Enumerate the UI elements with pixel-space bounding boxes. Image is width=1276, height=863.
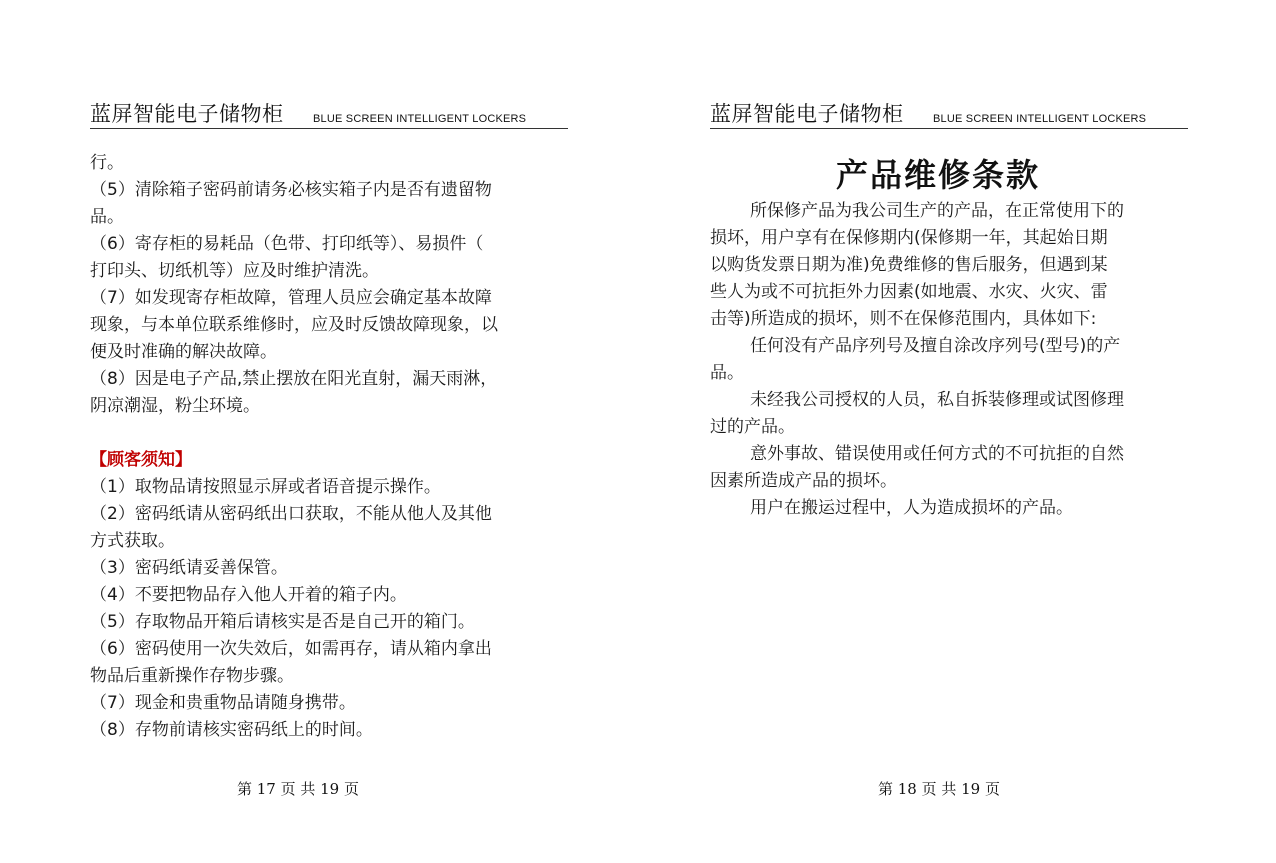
- text-line: 所保修产品为我公司生产的产品，在正常使用下的: [750, 201, 1124, 221]
- header-title-cn: 蓝屏智能电子储物柜: [710, 102, 904, 126]
- header-title-en: BLUE SCREEN INTELLIGENT LOCKERS: [313, 113, 527, 125]
- notice-line: （3）密码纸请妥善保管。: [90, 558, 288, 578]
- text-line: 过的产品。: [710, 417, 795, 437]
- text-line: 便及时准确的解决故障。: [90, 342, 277, 362]
- text-line: 未经我公司授权的人员，私自拆装修理或试图修理: [750, 390, 1124, 410]
- notice-line: （7）现金和贵重物品请随身携带。: [90, 693, 356, 713]
- text-line: 任何没有产品序列号及擅自涂改序列号(型号)的产: [750, 336, 1121, 356]
- text-line: （5）清除箱子密码前请务必核实箱子内是否有遗留物: [90, 180, 492, 200]
- right-page: [638, 0, 1276, 863]
- notice-line: （8）存物前请核实密码纸上的时间。: [90, 720, 373, 740]
- notice-line: （2）密码纸请从密码纸出口获取，不能从他人及其他: [90, 504, 492, 524]
- text-line: 意外事故、错误使用或任何方式的不可抗拒的自然: [750, 444, 1124, 464]
- spacer: [90, 420, 560, 447]
- text-line: 些人为或不可抗拒外力因素(如地震、水灾、火灾、雷: [710, 282, 1108, 302]
- header-title-en: BLUE SCREEN INTELLIGENT LOCKERS: [933, 113, 1147, 125]
- page-body: [710, 198, 1188, 522]
- text-line: （6）寄存柜的易耗品（色带、打印纸等）、易损件（: [90, 234, 484, 254]
- text-line: （7）如发现寄存柜故障，管理人员应会确定基本故障: [90, 288, 492, 308]
- notice-line: （1）取物品请按照显示屏或者语音提示操作。: [90, 477, 441, 497]
- notice-line: 物品后重新操作存物步骤。: [90, 666, 294, 686]
- page-number: 第 18 页 共 19 页: [877, 780, 1000, 798]
- text-line: 以购货发票日期为准)免费维修的售后服务，但遇到某: [710, 255, 1108, 275]
- notice-line: （4）不要把物品存入他人开着的箱子内。: [90, 585, 407, 605]
- text-line: 现象，与本单位联系维修时，应及时反馈故障现象，以: [90, 315, 498, 335]
- page-body: [90, 150, 560, 744]
- text-line: 损坏，用户享有在保修期内(保修期一年，其起始日期: [710, 228, 1108, 248]
- text-line: 品。: [710, 363, 744, 383]
- header-title-cn: 蓝屏智能电子储物柜: [90, 102, 284, 126]
- document-title: 产品维修条款: [835, 156, 1040, 194]
- section-title: 【顾客须知】: [90, 450, 192, 470]
- text-line: 打印头、切纸机等）应及时维护清洗。: [90, 261, 379, 281]
- text-line: 阴凉潮湿，粉尘环境。: [90, 396, 260, 416]
- page-number: 第 17 页 共 19 页: [236, 780, 359, 798]
- notice-line: 方式获取。: [90, 531, 175, 551]
- page-header: [90, 100, 568, 129]
- text-line: 因素所造成产品的损坏。: [710, 471, 897, 491]
- notice-line: （5）存取物品开箱后请核实是否是自己开的箱门。: [90, 612, 475, 632]
- text-line: 行。: [90, 153, 124, 173]
- page-header: [710, 100, 1188, 129]
- text-line: （8）因是电子产品,禁止摆放在阳光直射，漏天雨淋，: [90, 369, 498, 389]
- notice-line: （6）密码使用一次失效后，如需再存，请从箱内拿出: [90, 639, 492, 659]
- text-line: 击等)所造成的损坏，则不在保修范围内，具体如下:: [710, 309, 1097, 329]
- text-line: 用户在搬运过程中，人为造成损坏的产品。: [750, 498, 1073, 518]
- text-line: 品。: [90, 207, 124, 227]
